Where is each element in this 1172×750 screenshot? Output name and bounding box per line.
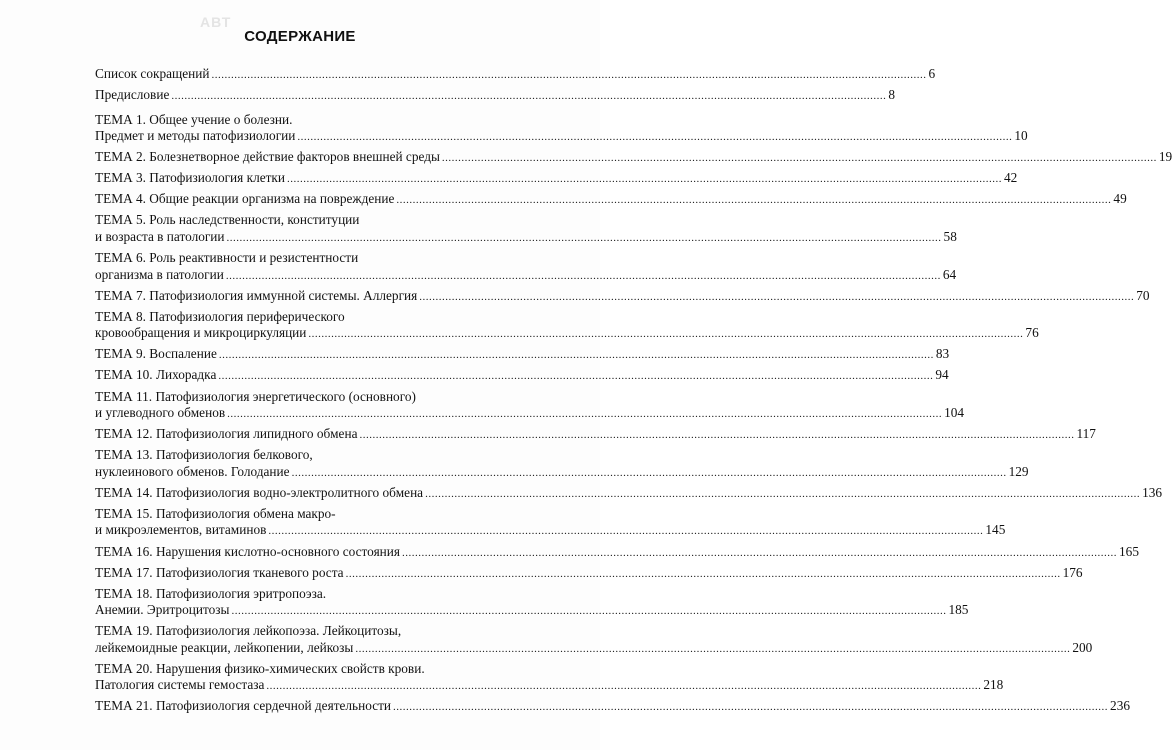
toc-entry-row [95,170,1018,188]
toc-entry-line: ТЕМА 18. Патофизиология эритропоэза. [95,585,327,601]
toc-page-number: 10 [1014,128,1028,144]
toc-entry-row [95,66,936,84]
toc-page-number: 64 [942,266,957,282]
toc-entry-row [95,463,1029,482]
toc-entry-row [95,426,1096,444]
bleed-through-text: АВТ [200,14,232,30]
dot-leader: ............................................................................................................................................................................................................................ [171,90,887,103]
toc-entry-title: ТЕМА 21. Патофизиология сердечной деятельности [95,698,392,714]
toc-entry-title: Патология системы гемостаза [95,677,265,693]
toc-entry-line: ТЕМА 1. Общее учение о болезни. [95,111,293,127]
toc-entry-row [95,87,895,105]
toc-entry [95,287,1150,306]
dot-leader: ............................................................................................................................................................................................................................ [231,605,947,618]
toc-entry-row [95,602,969,620]
toc-page-number: 94 [935,367,949,383]
toc-entry [95,191,1127,209]
toc-entry-title: ТЕМА 3. Патофизиология клетки [95,170,285,186]
toc-entry [95,66,936,84]
toc-entry-row [95,346,950,364]
toc-page-number: 58 [943,228,957,244]
dot-leader: ............................................................................................................................................................................................................................ [218,370,934,383]
toc-entry [95,623,1093,657]
dot-leader: ............................................................................................................................................................................................................................ [227,408,943,421]
toc-entry [95,346,950,364]
toc-page-number: 117 [1076,426,1096,442]
dot-leader: ............................................................................................................................................................................................................................ [393,701,1109,714]
toc-entry-title: и возраста в патологии [95,228,225,244]
toc-entry-row [95,367,949,385]
toc-entry-title: ТЕМА 4. Общие реакции организма на повреждение [95,191,395,207]
dot-leader: ............................................................................................................................................................................................................................ [266,680,982,693]
toc-entry [95,426,1096,444]
toc-entry-title: ТЕМА 14. Патофизиология водно-электролитного обмена [95,484,424,500]
toc-entry [95,388,965,423]
toc-entry [95,250,957,284]
toc-entry [95,505,1006,540]
toc-entry [95,111,1028,146]
toc-entry [95,543,1139,562]
toc-page-number: 218 [983,677,1004,693]
toc-entry-title: Анемии. Эритроцитозы [95,602,230,618]
toc-entry-row [95,191,1127,209]
dot-leader: ............................................................................................................................................................................................................................ [297,131,1013,144]
toc-page-number: 104 [944,405,965,421]
toc-entry [95,564,1083,583]
toc-entry-title: и микроэлементов, витаминов [95,522,267,538]
toc-page-number: 19 [1158,149,1172,165]
toc-page-number: 136 [1142,484,1163,500]
toc-page-number: 165 [1119,543,1139,559]
dot-leader: ............................................................................................................................................................................................................................ [225,269,941,282]
toc-page-number: 83 [935,346,950,362]
toc-entry-title: Предисловие [95,87,170,103]
toc-entry-line: ТЕМА 5. Роль наследственности, конституции [95,212,360,228]
toc-entry-title: лейкемоидные реакции, лейкопении, лейкозы [95,639,354,655]
toc-entry-line: ТЕМА 13. Патофизиология белкового, [95,447,313,463]
toc-entry [95,87,895,105]
toc-entry [95,698,1130,716]
dot-leader: ............................................................................................................................................................................................................................ [308,328,1024,341]
dot-leader: ............................................................................................................................................................................................................................ [359,429,1075,442]
toc-entry-row [95,405,965,423]
table-of-contents [95,66,1172,720]
toc-entry [95,484,1163,503]
dot-leader: ............................................................................................................................................................................................................................ [211,69,927,81]
toc-entry-row [95,325,1039,343]
toc-entry-title: кровообращения и микроциркуляции [95,325,307,341]
toc-entry [95,308,1039,343]
toc-entry-title: организма в патологии [95,266,224,282]
toc-page-number: 6 [928,66,936,81]
toc-entry-title: ТЕМА 7. Патофизиология иммунной системы. Аллергия [95,287,418,303]
dot-leader: ............................................................................................................................................................................................................................ [402,546,1118,559]
toc-page-number: 236 [1110,698,1130,714]
toc-entry-title: ТЕМА 10. Лихорадка [95,367,217,383]
toc-entry-row [95,522,1006,540]
toc-page-number: 176 [1062,564,1083,580]
toc-page-number: 8 [888,87,895,103]
dot-leader: ............................................................................................................................................................................................................................ [268,525,984,538]
toc-entry-row [95,266,957,285]
dot-leader: ............................................................................................................................................................................................................................ [425,487,1141,500]
dot-leader: ............................................................................................................................................................................................................................ [355,642,1071,655]
dot-leader: ............................................................................................................................................................................................................................ [291,466,1007,479]
toc-page-number: 129 [1008,463,1029,479]
toc-entry [95,660,1004,695]
dot-leader: ............................................................................................................................................................................................................................ [218,349,934,362]
toc-entry-title: ТЕМА 12. Патофизиология липидного обмена [95,426,358,442]
dot-leader: ............................................................................................................................................................................................................................ [345,567,1061,580]
toc-entry-row [95,128,1028,146]
toc-entry-line: ТЕМА 15. Патофизиология обмена макро- [95,505,336,521]
toc-entry [95,585,969,620]
toc-page-number: 200 [1072,639,1093,655]
toc-entry-title: Список сокращений [95,66,210,81]
toc-entry [95,447,1029,481]
toc-entry-line: ТЕМА 11. Патофизиология энергетического (основного) [95,388,416,404]
toc-entry-line: ТЕМА 20. Нарушения физико-химических свойств крови. [95,660,425,676]
toc-entry-row [95,543,1139,562]
toc-entry-title: ТЕМА 16. Нарушения кислотно-основного состояния [95,543,401,559]
toc-page-number: 70 [1136,287,1150,303]
toc-entry-title: нуклеинового обменов. Голодание [95,463,290,479]
toc-entry-line: ТЕМА 19. Патофизиология лейкопоэза. Лейкоцитозы, [95,623,402,639]
toc-entry [95,367,949,385]
toc-entry [95,170,1018,188]
page-title: СОДЕРЖАНИЕ [244,28,356,45]
dot-leader: ............................................................................................................................................................................................................................ [441,152,1157,165]
toc-entry-title: ТЕМА 17. Патофизиология тканевого роста [95,564,344,580]
toc-page-number: 49 [1113,191,1127,207]
toc-page-number: 145 [985,522,1006,538]
toc-entry-title: ТЕМА 9. Воспаление [95,346,217,362]
toc-page-number: 76 [1025,325,1039,341]
toc-entry-line: ТЕМА 8. Патофизиология периферического [95,308,345,324]
dot-leader: ............................................................................................................................................................................................................................ [287,173,1002,186]
toc-entry-row [95,698,1130,716]
toc-entry-row [95,677,1004,695]
toc-entry-title: Предмет и методы патофизиологии [95,128,296,144]
toc-page-number: 42 [1004,170,1018,186]
toc-entry-title: ТЕМА 2. Болезнетворное действие факторов внешней среды [95,149,440,165]
toc-entry [95,212,957,246]
toc-entry-row [95,149,1172,167]
toc-entry-row [95,564,1083,583]
toc-entry-row [95,287,1150,306]
toc-page-number: 185 [948,602,969,618]
dot-leader: ............................................................................................................................................................................................................................ [419,290,1135,303]
dot-leader: ............................................................................................................................................................................................................................ [396,194,1112,207]
toc-entry-row [95,639,1093,658]
toc-entry-row [95,484,1163,503]
toc-entry-row [95,228,957,247]
toc-entry-line: ТЕМА 6. Роль реактивности и резистентности [95,250,359,266]
toc-entry-title: и углеводного обменов [95,405,226,421]
toc-entry [95,149,1172,167]
dot-leader: ............................................................................................................................................................................................................................ [226,231,942,244]
